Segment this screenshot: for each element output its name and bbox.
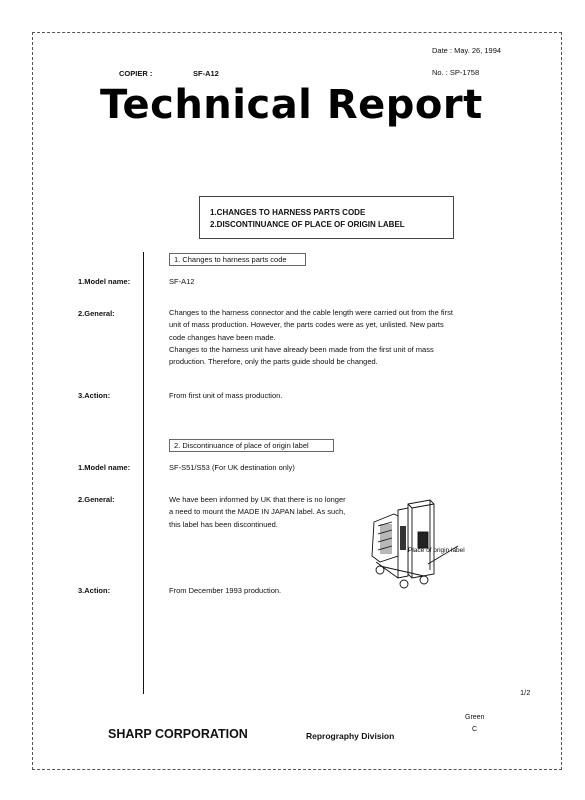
copier-label: COPIER : <box>119 69 153 78</box>
subject-line-1: 1.CHANGES TO HARNESS PARTS CODE <box>210 208 366 217</box>
section2-general-label: 2.General: <box>78 495 115 504</box>
vertical-divider <box>143 252 144 694</box>
page-title: Technical Report <box>100 82 483 128</box>
division-name: Reprography Division <box>306 731 395 741</box>
section1-general-text <box>169 307 453 368</box>
c-mark: C <box>472 726 478 733</box>
company-name: SHARP CORPORATION <box>108 727 248 741</box>
section1-general-line: Changes to the harness connector and the cable length were carried out from the first <box>169 308 453 317</box>
section2-heading: 2. Discontinuance of place of origin label <box>169 439 334 452</box>
section2-model-value: SF-S51/S53 (For UK destination only) <box>169 463 295 472</box>
section1-general-label: 2.General: <box>78 309 115 318</box>
section1-model-label: 1.Model name: <box>78 277 131 286</box>
section1-general-line: production. Therefore, only the parts guide should be changed. <box>169 357 378 367</box>
section1-general-line: Changes to the harness unit have already been made from the first unit of mass <box>169 344 434 354</box>
section2-general-line: a need to mount the MADE IN JAPAN label. As such, <box>169 507 346 517</box>
section1-action-value: From first unit of mass production. <box>169 391 283 400</box>
section2-action-label: 3.Action: <box>78 586 111 595</box>
copier-model: SF-A12 <box>193 69 219 78</box>
subject-line-2: 2.DISCONTINUANCE OF PLACE OF ORIGIN LABEL <box>210 220 405 229</box>
section1-action-label: 3.Action: <box>78 391 111 400</box>
copier-illustration <box>368 496 478 596</box>
page-number: 1/2 <box>520 688 531 697</box>
subject-box <box>199 196 454 239</box>
report-number: No. : SP-1758 <box>432 68 480 77</box>
section1-general-line: code changes have been made. <box>169 332 276 342</box>
section2-action-value: From December 1993 production. <box>169 586 282 595</box>
page-border <box>32 32 562 770</box>
section1-heading: 1. Changes to harness parts code <box>169 253 306 266</box>
origin-label-caption: Place of origin label <box>408 547 465 554</box>
section2-general-text <box>169 494 346 531</box>
green-mark: Green <box>465 714 485 721</box>
section2-model-label: 1.Model name: <box>78 463 131 472</box>
section2-general-line: this label has been discontinued. <box>169 519 278 529</box>
section2-general-line: We have been informed by UK that there is no longer <box>169 495 346 504</box>
section1-model-value: SF-A12 <box>169 277 195 286</box>
section1-general-line: unit of mass production. However, the parts codes were as yet, unlisted. New parts <box>169 320 444 330</box>
report-date: Date : May. 26, 1994 <box>432 46 502 55</box>
